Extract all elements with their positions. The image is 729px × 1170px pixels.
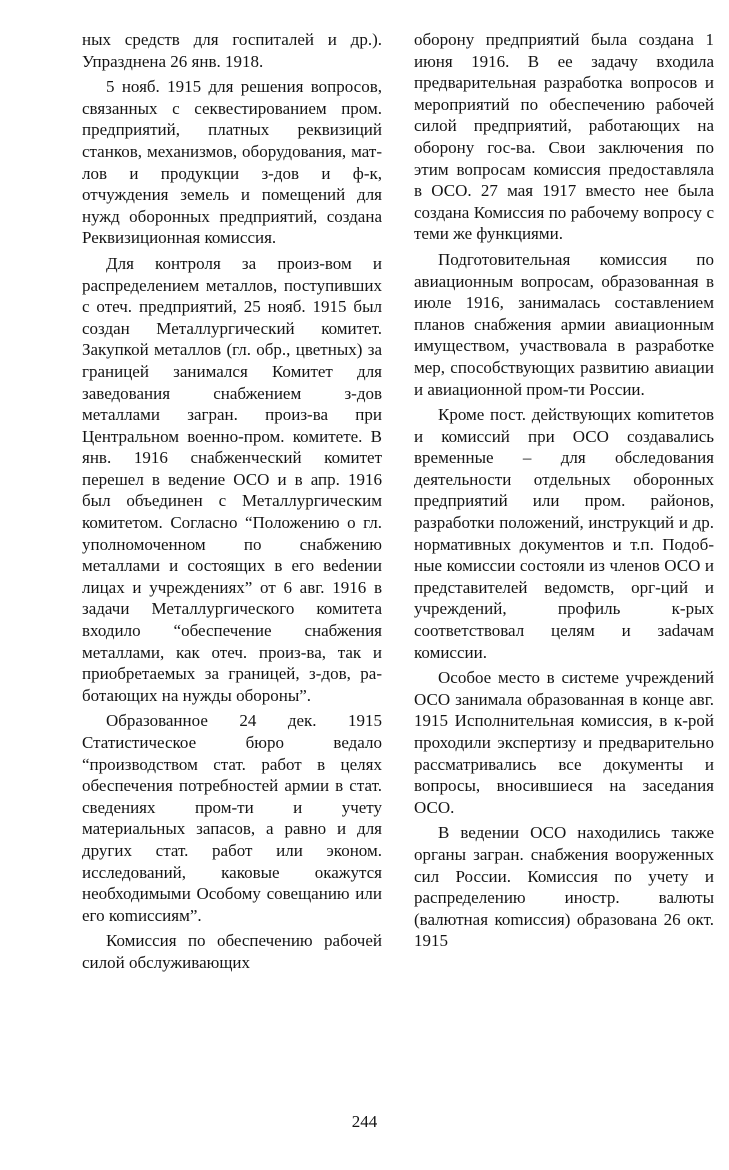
page-number: 244 [351, 1112, 378, 1131]
paragraph: 5 нояб. 1915 для решения вопросов, связанных с секвестированием пром. предприятий, платных реквизиций станков, механизмов, оборудования, мат-лов и продукции з-дов и ф-к, отчуждения земель и помещений для нужд оборонных предприятий, создана Реквизиционная комиссия. [82, 77, 382, 248]
paragraph: Подготовительная комиссия по авиационным вопросам, образованная в июле 1916, занималась составлением планов снабжения армии авиационным имуществом, участвовала в разработке мер, способствующих развитию авиации и авиационной пром-ти России. [414, 249, 714, 399]
paragraph: В ведении ОСО находились также органы загран. снабжения вооруженных сил России. Комиссия по учету и распределению иностр. валюты (валютная коmиссия) образована 26 окт. 1915 [414, 823, 714, 951]
paragraph: Комиссия по обеспечению рабочей силой обслуживающих [82, 931, 382, 972]
paragraph: Для контроля за произ-вом и распределением металлов, поступивших с отеч. предприятий, 25 нояб. 1915 был создан Металлургический комитет. Закупкой металлов (гл. обр., цветных) за границей занимался Комитет для заведования снабжением з-дов металлами загран. произ-ва при Центральном военно-пром. комитете. В янв. 1916 снабженческий комитет перешел в ведение ОСО и в апр. 1916 был объединен с Металлургическим комитетом. Согласно “Положению о гл. уполномоченном по снабжению металлами и состоящих в его веdении лицах и учреждениях” от 6 авг. 1916 в задачи Металлургического комитета входило “обеспечение снабжения металлами, как отеч. произ-ва, так и приобретаемых за границей, з-дов, работающих на нужды обороны”. [82, 253, 382, 705]
paragraph: Образованное 24 дек. 1915 Статистическое бюро ведало “производством стат. работ в целях обеспечения потребностей армии в стат. сведениях пром-ти и учету материальных запасов, а равно и для других стат. работ или эконом. исследований, каковые окажутся необходимыми Особому совещанию или его коmиссиям”. [82, 711, 382, 925]
paragraph: Кроме пост. действующих коmитетов и комиссий при ОСО создавались временные – для обследования деятельности отдельных оборонных предприятий или пром. районов, разработки положений, инструкций и др. нормативных документов и т.п. Подобные комиссии состояли из членов ОСО и представителей ведомств, орг-ций и учреждений, профиль к-рых соответствовал целям и заdачам комиссии. [414, 405, 714, 662]
paragraph: Особое место в системе учреждений ОСО занимала образованная в конце авг. 1915 Исполнительная комиссия, в к-рой проходили экспертизу и предварительно рассматривались все документы и вопросы, вносившиеся на заседания ОСО. [414, 668, 714, 817]
paragraph: ных средств для госпиталей и др.). Упразднена 26 янв. 1918. [82, 30, 382, 71]
paragraph: оборону предприятий была создана 1 июня 1916. В ее задачу входила предварительная разработка вопросов и мероприятий по обеспечению рабочей силой предприятий, работающих на оборону гос-ва. Свои заключения по этим вопросам комиссия предоставляла в ОСО. 27 мая 1917 вместо нее была создана Комиссия по рабочему вопросу с теми же функциями. [414, 30, 714, 244]
right-column [414, 29, 714, 956]
left-column [82, 29, 382, 978]
